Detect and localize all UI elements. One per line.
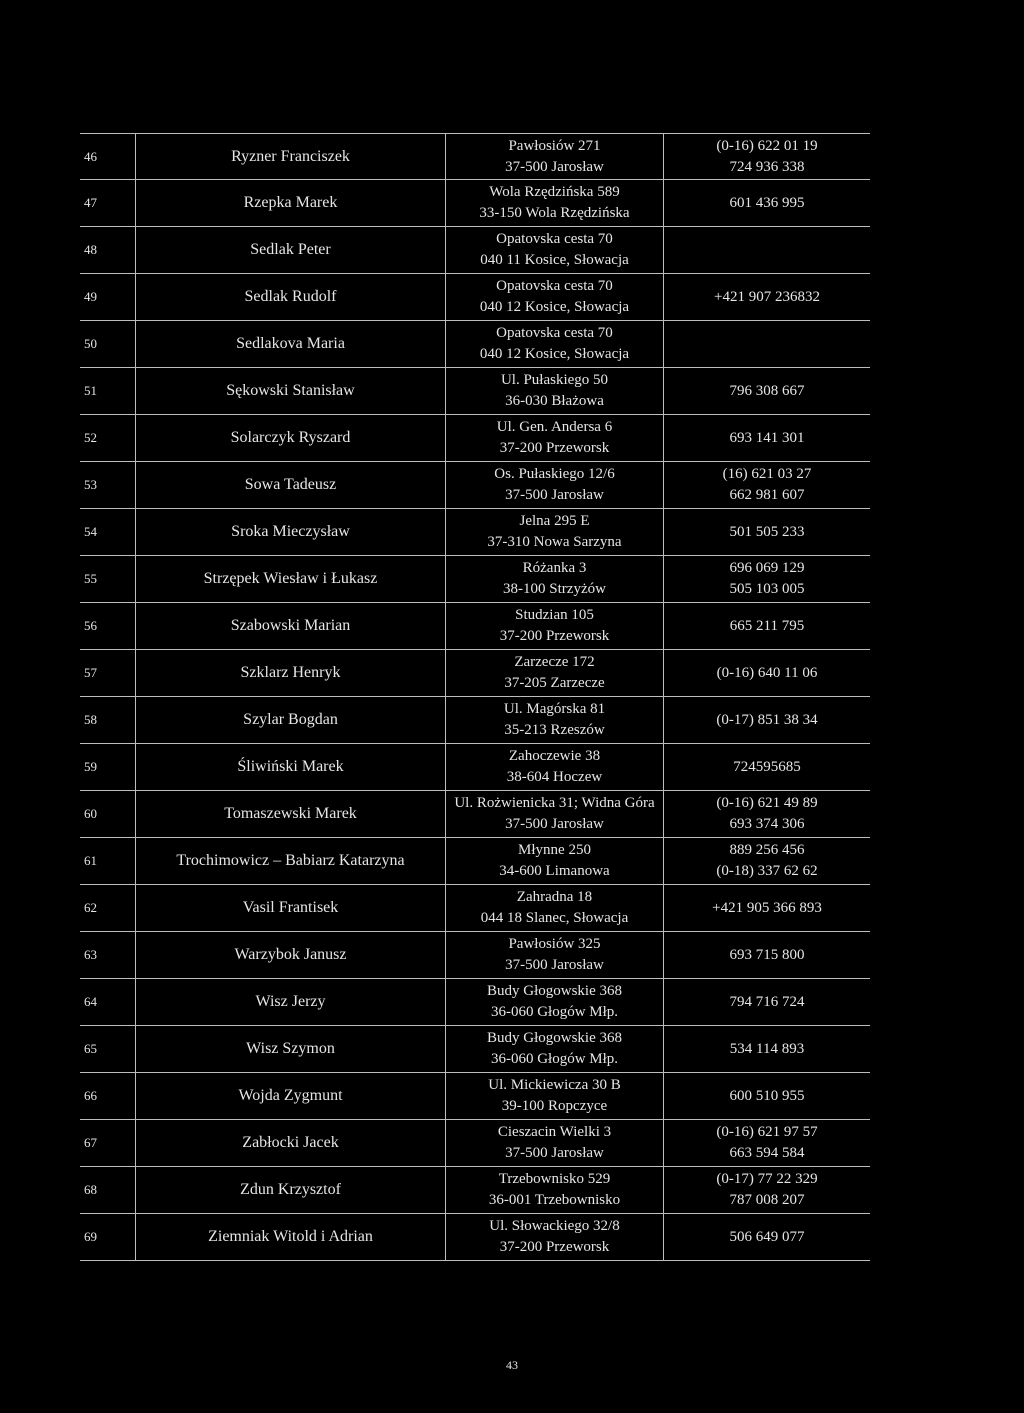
- person-name: Vasil Frantisek: [135, 885, 445, 931]
- table-row: [80, 556, 870, 603]
- address-cell: [445, 603, 663, 649]
- person-name: Sroka Mieczysław: [135, 509, 445, 555]
- phone-cell: [663, 885, 870, 931]
- person-name: Sowa Tadeusz: [135, 462, 445, 508]
- phone-cell: [663, 650, 870, 696]
- row-number: 54: [84, 524, 97, 539]
- table-row: [80, 932, 870, 979]
- row-number: 59: [84, 759, 97, 774]
- row-number: 57: [84, 665, 97, 680]
- address-line: Budy Głogowskie 368: [487, 983, 622, 999]
- postal-line: 37-500 Jarosław: [505, 1145, 604, 1161]
- table-row: [80, 744, 870, 791]
- postal-line: 36-060 Głogów Młp.: [490, 1051, 619, 1067]
- person-name: Sedlak Rudolf: [135, 274, 445, 320]
- address-line: Studzian 105: [515, 607, 594, 623]
- phone-number: 693 715 800: [729, 946, 805, 963]
- address-line: Ul. Rożwienicka 31; Widna Góra: [454, 795, 655, 811]
- phone-number: 787 008 207: [729, 1192, 805, 1208]
- person-name: Wojda Zygmunt: [135, 1073, 445, 1119]
- postal-line: 35-213 Rzeszów: [504, 722, 605, 738]
- phone-number: 724595685: [733, 758, 801, 775]
- row-number: 60: [84, 806, 97, 821]
- address-cell: [445, 274, 663, 320]
- address-cell: [445, 650, 663, 696]
- phone-cell: [663, 556, 870, 602]
- table-row: [80, 368, 870, 415]
- address-cell: [445, 979, 663, 1025]
- phone-cell: [663, 603, 870, 649]
- row-number: 56: [84, 618, 97, 633]
- row-number: 61: [84, 853, 97, 868]
- row-number: 64: [84, 994, 97, 1009]
- table-row: [80, 1214, 870, 1261]
- address-cell: [445, 1167, 663, 1213]
- table-row: [80, 885, 870, 932]
- row-number: 53: [84, 477, 97, 492]
- person-name: Sedlakova Maria: [135, 321, 445, 367]
- table-row: [80, 697, 870, 744]
- address-line: Trzebownisko 529: [498, 1171, 611, 1187]
- row-number: 47: [84, 195, 97, 210]
- postal-line: 040 12 Kosice, Słowacja: [479, 346, 630, 362]
- phone-cell: [663, 744, 870, 790]
- phone-number: 693 374 306: [729, 816, 805, 832]
- page-number: 43: [506, 1358, 518, 1372]
- address-line: Wola Rzędzińska 589: [489, 184, 620, 200]
- phone-number: 696 069 129: [729, 560, 805, 576]
- person-name: Strzępek Wiesław i Łukasz: [135, 556, 445, 602]
- address-cell: [445, 744, 663, 790]
- address-line: Opatovska cesta 70: [496, 325, 613, 341]
- postal-line: 34-600 Limanowa: [499, 863, 610, 879]
- person-name: Ryzner Franciszek: [135, 134, 445, 179]
- address-cell: [445, 1073, 663, 1119]
- postal-line: 044 18 Slanec, Słowacja: [480, 910, 629, 926]
- row-number: 67: [84, 1135, 97, 1150]
- person-name: Trochimowicz – Babiarz Katarzyna: [135, 838, 445, 884]
- phone-number: 600 510 955: [729, 1087, 805, 1104]
- phone-cell: [663, 134, 870, 179]
- address-line: Różanka 3: [522, 560, 587, 576]
- address-line: Ul. Słowackiego 32/8: [489, 1218, 620, 1234]
- row-number: 65: [84, 1041, 97, 1056]
- address-line: Pawłosiów 325: [508, 936, 601, 952]
- postal-line: 38-100 Strzyżów: [503, 581, 606, 597]
- person-name: Zabłocki Jacek: [135, 1120, 445, 1166]
- postal-line: 37-500 Jarosław: [505, 816, 604, 832]
- table-row: [80, 1120, 870, 1167]
- postal-line: 36-060 Głogów Młp.: [490, 1004, 619, 1020]
- table-row: [80, 415, 870, 462]
- row-number: 51: [84, 383, 97, 398]
- phone-cell: [663, 791, 870, 837]
- phone-cell: [663, 1120, 870, 1166]
- row-number: 62: [84, 900, 97, 915]
- phone-number: 794 716 724: [729, 993, 805, 1010]
- address-cell: [445, 697, 663, 743]
- postal-line: 37-500 Jarosław: [505, 957, 604, 973]
- address-cell: [445, 321, 663, 367]
- postal-line: 39-100 Ropczyce: [501, 1098, 608, 1114]
- person-name: Śliwiński Marek: [135, 744, 445, 790]
- address-cell: [445, 227, 663, 273]
- member-list-table: [80, 133, 870, 1261]
- phone-number: (0-17) 851 38 34: [716, 711, 818, 728]
- address-cell: [445, 556, 663, 602]
- phone-number: 505 103 005: [729, 581, 805, 597]
- phone-number: +421 907 236832: [714, 288, 820, 305]
- person-name: Warzybok Janusz: [135, 932, 445, 978]
- phone-cell: [663, 932, 870, 978]
- address-cell: [445, 932, 663, 978]
- postal-line: 37-500 Jarosław: [505, 487, 604, 503]
- person-name: Solarczyk Ryszard: [135, 415, 445, 461]
- table-row: [80, 321, 870, 368]
- phone-number: 889 256 456: [729, 842, 805, 858]
- postal-line: 38-604 Hoczew: [506, 769, 603, 785]
- table-row: [80, 838, 870, 885]
- address-line: Zahoczewie 38: [508, 748, 601, 764]
- postal-line: 33-150 Wola Rzędzińska: [479, 205, 630, 221]
- row-number: 50: [84, 336, 97, 351]
- person-name: Wisz Jerzy: [135, 979, 445, 1025]
- address-line: Zahradna 18: [516, 889, 593, 905]
- phone-number: (0-18) 337 62 62: [716, 863, 818, 879]
- table-row: [80, 1167, 870, 1214]
- phone-number: 796 308 667: [729, 382, 805, 399]
- address-line: Ul. Pułaskiego 50: [500, 372, 609, 388]
- address-line: Opatovska cesta 70: [496, 278, 613, 294]
- phone-cell: [663, 180, 870, 226]
- person-name: Sedlak Peter: [135, 227, 445, 273]
- table-row: [80, 1073, 870, 1120]
- person-name: Zdun Krzysztof: [135, 1167, 445, 1213]
- phone-cell: [663, 274, 870, 320]
- phone-number: (16) 621 03 27: [722, 466, 812, 482]
- address-cell: [445, 180, 663, 226]
- phone-cell: [663, 697, 870, 743]
- phone-cell: [663, 838, 870, 884]
- address-cell: [445, 134, 663, 179]
- phone-number: (0-16) 640 11 06: [716, 664, 818, 681]
- phone-number: (0-17) 77 22 329: [716, 1171, 818, 1187]
- phone-number: +421 905 366 893: [712, 899, 822, 916]
- row-number: 63: [84, 947, 97, 962]
- address-line: Jelna 295 E: [519, 513, 590, 529]
- person-name: Szklarz Henryk: [135, 650, 445, 696]
- phone-cell: [663, 979, 870, 1025]
- address-cell: [445, 509, 663, 555]
- address-cell: [445, 885, 663, 931]
- postal-line: 040 12 Kosice, Słowacja: [479, 299, 630, 315]
- phone-cell: [663, 415, 870, 461]
- table-row: [80, 462, 870, 509]
- phone-cell: [663, 1026, 870, 1072]
- phone-number: 724 936 338: [729, 158, 805, 175]
- phone-number: (0-16) 621 49 89: [716, 795, 818, 811]
- postal-line: 36-001 Trzebownisko: [488, 1192, 621, 1208]
- row-number: 48: [84, 242, 97, 257]
- phone-cell: [663, 368, 870, 414]
- postal-line: 37-200 Przeworsk: [499, 1239, 610, 1255]
- address-line: Ul. Gen. Andersa 6: [496, 419, 613, 435]
- phone-cell: [663, 1073, 870, 1119]
- address-line: Ul. Magórska 81: [503, 701, 606, 717]
- address-line: Opatovska cesta 70: [496, 231, 613, 247]
- phone-cell: [663, 462, 870, 508]
- table-row: [80, 180, 870, 227]
- table-row: [80, 650, 870, 697]
- address-line: Zarzecze 172: [514, 654, 595, 670]
- row-number: 46: [84, 148, 97, 164]
- phone-cell: [663, 1167, 870, 1213]
- postal-line: 37-310 Nowa Sarzyna: [487, 534, 622, 550]
- phone-cell: [663, 227, 870, 273]
- person-name: Ziemniak Witold i Adrian: [135, 1214, 445, 1260]
- address-line: Os. Pułaskiego 12/6: [494, 466, 615, 482]
- table-row: [80, 979, 870, 1026]
- person-name: Sękowski Stanisław: [135, 368, 445, 414]
- address-line: Ul. Mickiewicza 30 B: [488, 1077, 621, 1093]
- address-cell: [445, 791, 663, 837]
- phone-number: 534 114 893: [729, 1040, 805, 1057]
- postal-line: 36-030 Błażowa: [505, 393, 604, 409]
- table-row: [80, 1026, 870, 1073]
- person-name: Wisz Szymon: [135, 1026, 445, 1072]
- phone-number: 663 594 584: [729, 1145, 805, 1161]
- phone-number: 506 649 077: [729, 1228, 805, 1245]
- phone-number: (0-16) 621 97 57: [716, 1124, 818, 1140]
- address-cell: [445, 368, 663, 414]
- phone-number: 665 211 795: [729, 617, 805, 634]
- address-cell: [445, 1120, 663, 1166]
- address-line: Cieszacin Wielki 3: [497, 1124, 612, 1140]
- person-name: Rzepka Marek: [135, 180, 445, 226]
- row-number: 69: [84, 1229, 97, 1244]
- postal-line: 37-200 Przeworsk: [499, 628, 610, 644]
- address-cell: [445, 838, 663, 884]
- row-number: 49: [84, 289, 97, 304]
- postal-line: 37-205 Zarzecze: [504, 675, 605, 691]
- address-line: Pawłosiów 271: [508, 137, 601, 154]
- row-number: 55: [84, 571, 97, 586]
- address-cell: [445, 415, 663, 461]
- address-cell: [445, 1214, 663, 1260]
- postal-line: 37-200 Przeworsk: [499, 440, 610, 456]
- phone-cell: [663, 509, 870, 555]
- person-name: Szabowski Marian: [135, 603, 445, 649]
- phone-number: 662 981 607: [729, 487, 805, 503]
- table-row: [80, 274, 870, 321]
- phone-number: 601 436 995: [729, 194, 805, 211]
- address-line: Budy Głogowskie 368: [487, 1030, 622, 1046]
- phone-number: (0-16) 622 01 19: [716, 137, 818, 154]
- phone-cell: [663, 1214, 870, 1260]
- row-number: 66: [84, 1088, 97, 1103]
- table-row: [80, 133, 870, 180]
- table-row: [80, 791, 870, 838]
- person-name: Szylar Bogdan: [135, 697, 445, 743]
- row-number: 52: [84, 430, 97, 445]
- address-line: Młynne 250: [518, 842, 591, 858]
- address-cell: [445, 462, 663, 508]
- table-row: [80, 509, 870, 556]
- postal-line: 37-500 Jarosław: [505, 158, 604, 175]
- phone-number: 693 141 301: [729, 429, 805, 446]
- phone-number: 501 505 233: [729, 523, 805, 540]
- row-number: 58: [84, 712, 97, 727]
- address-cell: [445, 1026, 663, 1072]
- table-row: [80, 603, 870, 650]
- phone-cell: [663, 321, 870, 367]
- table-row: [80, 227, 870, 274]
- row-number: 68: [84, 1182, 97, 1197]
- postal-line: 040 11 Kosice, Słowacja: [480, 252, 629, 268]
- person-name: Tomaszewski Marek: [135, 791, 445, 837]
